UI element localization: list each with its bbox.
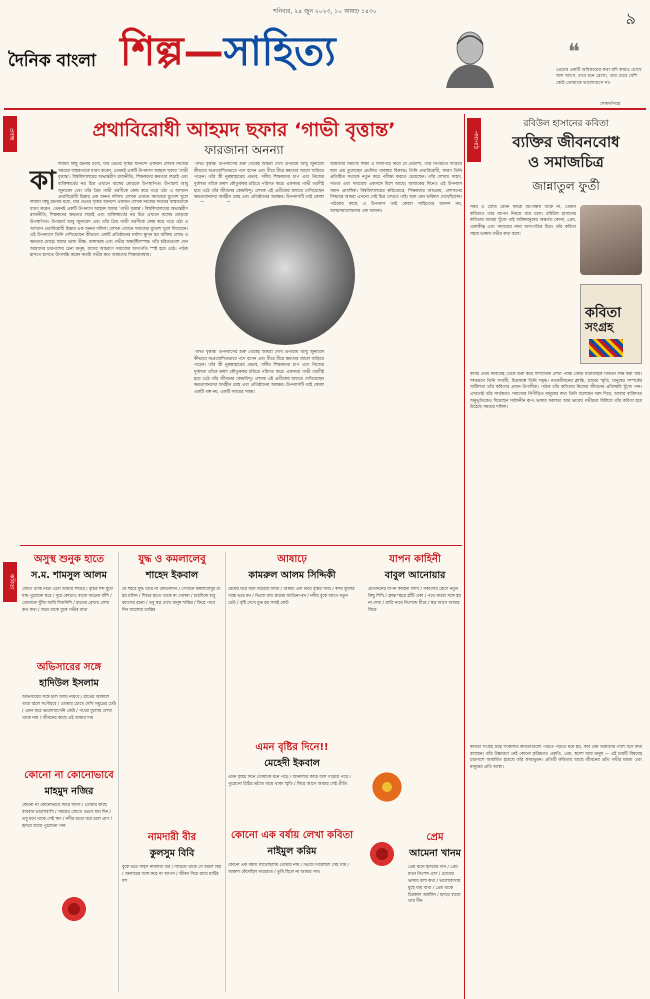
rose-illustration [368, 840, 396, 868]
lead-dropcap: কা [30, 166, 56, 196]
review-title-line2: ও সমাজচিত্র [528, 153, 604, 172]
review-title-line1: ব্যক্তির জীবনবোধ [512, 133, 620, 151]
poem-body: অভিসারের সঙ্গে চলি আমি নীরবে / রাতের আকাশে তারা জ্বলে সগৌরবে / তোমার চোখে দেখি সমুদ্রের ঢেউ / এমন করে ভালোবাসেনি কেউ / পথের ধুলোয় লেখা থাকে নাম / জীবনের কাছে এই আমার দাম [22, 695, 116, 721]
poem-card [228, 552, 356, 752]
poem-card [228, 828, 356, 993]
review-column-1: সময় ও স্রোত যেমন কারো অপেক্ষায় থাকে না, তেমনি কবিতাও তার আপন নিয়মে বয়ে চলে। রবিউল হাসানের কবিতায় আমরা খুঁজে পাই ব্যক্তিমানুষের অন্তর্গত বেদনা, প্রেম, একাকীত্ব এবং সমাজের নানা অসংগতির চিত্র। তাঁর কবিতা সহজ ভাষায় গভীর কথা বলে। [470, 205, 576, 237]
lead-column-intro: লজয়ী কিছু রচনার মধ্যে, যার ভেতর সৃষ্টির আনন্দে একজন লেখক নিজের সময়ের বাস্তবতাকে ধারণ করেন, তেমনই একটি উপন্যাস আহমদ ছফার ‘গাভী বৃত্তান্ত’। বিশ্ববিদ্যালয়ের অভ্যন্তরীণ রাজনীতি, শিক্ষকদের ক্ষমতার লড়াই এবং ব্যক্তিস্বার্থের নগ্ন চিত্র এখানে ব্যঙ্গের মোড়কে উপস্থাপিত। উপাচার্য আবু জুনায়েদ এবং তাঁর প্রিয় গাভী তরণীকে কেন্দ্র করে গড়ে ওঠা এ আখ্যান প্রথাবিরোধী চিন্তার এক অনন্য দলিল। লেখক এখানে সমাজের মুখোশ খুলে [58, 162, 188, 200]
poem-author: নাইমুল করিম [267, 846, 317, 857]
poem-author: হাদিউল ইসলাম [39, 678, 99, 689]
poem-body: প্রতিদিনের যাপন কাহিনী লিখি / সকালের রোদে নতুন কিছু শিখি / ক্লান্ত শহরে হাঁটি একা / পথে কারো সঙ্গে হয় না দেখা / রাত্রি নামে নিঃশব্দে ধীরে / স্বপ্ন আসে আবার ফিরে [368, 587, 461, 613]
poem-divider [225, 552, 226, 992]
poem-author: আমেনা খানম [409, 848, 461, 859]
book-cover [580, 284, 642, 364]
poem-author: মাহমুদ নজির [44, 786, 94, 797]
review-author: জান্নাতুল ফুর্তী [532, 179, 600, 193]
poem-title: এমন বৃষ্টির দিনে!! [255, 742, 329, 753]
poem-title: কোনো এক বর্ষায় লেখা কবিতা [230, 830, 354, 841]
poem-divider [118, 552, 119, 992]
poem-body: বুকে ভরে সাহস নামদারী বীর / দাঁড়িয়ে থাকে সে অটল স্থির / অন্যায়ের সঙ্গে করে না আপস / জীবন দিয়ে রাখে মাটির যশ [122, 865, 222, 884]
poem-author: মেহেদী ইকবাল [264, 758, 320, 769]
poem-card [408, 830, 462, 999]
poem-title: যাপন কাহিনী [389, 554, 441, 565]
page-number: ৯ [625, 9, 636, 28]
poem-card [122, 830, 222, 999]
book-title-2: সংগ্রহ [585, 320, 614, 334]
poem-title: যুদ্ধ ও কমলালেবু [138, 554, 206, 565]
lead-column-2-top: ‘গাভী বৃত্তান্ত’ উপন্যাসের শুরু থেকেই আমরা দেখি উপাচার্য আবু জুনায়েদ কীভাবে অপ্রত্যাশিতভাবে পদে বসেন এবং ধীরে ধীরে ক্ষমতার জালে জড়িয়ে পড়েন। তাঁর স্ত্রী নুরুন্নাহারের প্রভাব, দলীয় শিক্ষকদের চাপ এবং নিজের দুর্বলতা তাঁকে ক্রমশ কৌতুককর চরিত্রে পরিণত করে। একসময় গাভী তরণীই হয়ে ওঠে তাঁর জীবনের কেন্দ্রবিন্দু। লেখক এই প্রতীকের মাধ্যমে দেখিয়েছেন ক্ষমতাবানদের অর্থহীন মোহ এবং প্রতিষ্ঠানের অবক্ষয়। উপন্যাসটি তাই কেবল [194, 162, 324, 201]
quote-source: শেকসপিয়র [600, 102, 621, 107]
header-quote: প্রেমের একটি অধিকারের কথা যদি কারও চোখে জল আসে, তবে মনে রেখো, তার চেয়ে বেশি কেউ তোমাকে ভালোবাসে না। [556, 68, 642, 86]
lead-column-3: আমাদের সমাজে শিক্ষা ও বিদ্যাপীঠ নিয়ে যে প্রত্যাশা, তার বিপরীতে দাঁড়িয়ে ছফা প্রশ্ন তুলেছেন প্রচলিত ব্যবস্থার বিরুদ্ধে। তিনি প্রথাবিরোধী, কারণ তিনি প্রতিষ্ঠিত সত্যকে নতুন করে পরীক্ষা করতে চেয়েছেন। তাঁর লেখায় সাহস, সততা এবং দায়বোধ একসঙ্গে মিশে আছে। আজকের দিনেও এই উপন্যাস সমান প্রাসঙ্গিক। বিশ্ববিদ্যালয়ের করিডোরে, শিক্ষকদের আড্ডায়, প্রশাসনের সিদ্ধান্তে আমরা এখনো সেই চিত্র দেখতে পাই। ছফা যেন ভবিষ্যৎ দেখেছিলেন। পাঠকের কাছে এ উপন্যাস তাই কেবল সাহিত্যের আনন্দ নয়, আত্মসমালোচনার এক আয়না। [330, 162, 462, 214]
poem-body: যে শহরে যুদ্ধ থামে না কোনোদিন / সেখানে কমলালেবুর রং হয় মলিন / শিশুর হাতে থাকে না খেলনা / চারদিকে শুধু ধ্বংসের রচনা / তবু স্বপ্ন দেখে মানুষ শান্তির / ফিরে পাবে দিন আলোর ভ্রান্তির [122, 587, 221, 613]
poem-card [122, 552, 222, 837]
poem-title: অসুস্থ শুনুক হাতে [33, 554, 105, 565]
section-title [120, 20, 336, 87]
rose-illustration [60, 895, 88, 923]
poem-body: কোনো এক বর্ষায় লিখেছিলাম তোমার নাম / ভিজে গিয়েছিল সেই খাম / আকাশ কেঁদেছিল সারারাত / তুমি ছিলে না আমার সাথ [228, 863, 349, 875]
poem-title: অভিসারের সঙ্গে [36, 662, 102, 673]
poem-body: জেগে থাকি নিদ্রা এলে আমার শিয়রে / বৃষ্টির শব্দ ছুঁয়ে যায় পুরোনো ঘরে / দূরে কোথাও বাজে অচেনা বাঁশি / তোমাকে খুঁজি আমি দিবানিশি / হাতের রেখায় লেখা কত কথা / জমে থাকে বুকে গভীর ব্যথা [22, 587, 113, 613]
side-section-tag: পদ্যপাঠ [467, 118, 481, 162]
poem-body: মেঘের ঘরে জল জমেছে আজ / আষাঢ় এল নিয়ে বৃষ্টির সাজ / কদম ফুলের গন্ধে ভরে মন / ভিজে যায় গ্রামের আঙিনা-বন / নদীর বুকে জাগে নতুন ঢেউ / বৃষ্টি দেখে মুগ্ধ হয় সবাই কেউ [228, 587, 355, 606]
poem-body: প্রেম মানে হৃদয়ের গান / প্রেম মানে নিঃশব্দ প্রাণ / চোখের ভাষায় বলা কথা / ভালোবাসায় মুছে যায় ব্যথা / প্রেম থাকে চিরকাল অমলিন / হৃদয়ে বাজে তার বীন [408, 865, 461, 905]
poem-title: আষাঢ়ে [277, 554, 307, 565]
newspaper-name: দৈনিক বাংলা [8, 51, 96, 71]
lead-headline: প্রথাবিরোধী আহমদ ছফার ‘গাভী বৃত্তান্ত’ [92, 119, 396, 141]
review-title [486, 132, 646, 173]
quote-mark-icon: ❝ [568, 40, 580, 65]
review-subject: রবিউল হাসানের কবিতা [523, 119, 609, 129]
poem-author: বাবুল আনোয়ার [384, 570, 446, 581]
review-column-3: কবিতা সংগ্রহ গ্রন্থে সংকলিত কবিতাগুলো পড়তে পড়তে মনে হয়, কবি যেন আমাদের পাশে বসে কথা বলছেন। তাঁর উচ্চারণে নেই কোনো কৃত্রিমতা। প্রকৃতি, প্রেম, স্বদেশ আর মানুষ — এই চারটি বিষয়ের চারপাশে আবর্তিত হয়েছে তাঁর কাব্যভুবন। প্রতিটি কবিতায় আছে জীবনের প্রতি গভীর মমতা এবং মানুষের প্রতি আস্থা। [470, 745, 642, 770]
poem-title: কোনো না কোনোভাবে [24, 770, 114, 781]
lead-author: ফারজানা অনন্যা [204, 143, 284, 157]
section-title-word1: শিল্প [120, 29, 184, 75]
lead-section-tag: প্রবন্ধ [3, 116, 17, 152]
book-cover-art [589, 339, 623, 357]
lead-column-2: ‘গাভী বৃত্তান্ত’ উপন্যাসের শুরু থেকেই আমরা দেখি উপাচার্য আবু জুনায়েদ কীভাবে অপ্রত্যাশিতভাবে পদে বসেন এবং ধীরে ধীরে ক্ষমতার জালে জড়িয়ে পড়েন। তাঁর স্ত্রী নুরুন্নাহারের প্রভাব, দলীয় শিক্ষকদের চাপ এবং নিজের দুর্বলতা তাঁকে ক্রমশ কৌতুককর চরিত্রে পরিণত করে। একসময় গাভী তরণীই হয়ে ওঠে তাঁর জীবনের কেন্দ্রবিন্দু। লেখক এই প্রতীকের মাধ্যমে দেখিয়েছেন ক্ষমতাবানদের অর্থহীন মোহ এবং প্রতিষ্ঠানের অবক্ষয়। উপন্যাসটি তাই কেবল একটি গল্প নয়, একটি সময়ের সাক্ষ্য। [194, 350, 324, 395]
poet-photo [580, 205, 642, 275]
poem-body: কোনো না কোনোভাবে ফিরে আসি / তোমার কাছে বারবার ভালোবাসি / সময়ের স্রোতে ভেসে যায় দিন / তবু মনে থাকে সেই ঋণ / নদীর মতো বয়ে চলে প্রাণ / হৃদয়ে বাজে পুরোনো গান [22, 803, 112, 829]
poem-author: কুলসুম বিবি [149, 848, 195, 859]
issue-date: শনিবার, ২৪ জুন ২০২৩, ১০ আষাঢ় ১৪৩০ [273, 8, 377, 15]
poem-title: প্রেম [426, 832, 444, 843]
poems-rule [20, 545, 462, 546]
section-title-dash: — [183, 29, 224, 75]
poems-section-tag: কবিতা [3, 562, 17, 602]
poem-author: শাহেদ ইকবাল [145, 570, 199, 581]
book-title-1: কবিতা [585, 305, 622, 321]
section-title-word2: সাহিত্য [223, 29, 336, 75]
poem-card [368, 552, 462, 792]
review-column-2: কবির প্রথম কাব্যগ্রন্থ থেকে শুরু করে সাম্প্রতিক লেখা পর্যন্ত একটি ধারাবাহিক বিবর্তন লক্ষ করা যায়। শব্দচয়নে তিনি সংযমী, চিত্রকল্পে তিনি সমৃদ্ধ। নগরজীবনের ক্লান্তি, গ্রামের স্মৃতি, মানুষের সম্পর্কের জটিলতা তাঁর কবিতার প্রধান উপজীব্য। পাঠক তাঁর কবিতায় নিজের জীবনের প্রতিচ্ছবি খুঁজে পান। এখানেই তাঁর সার্থকতা। সমাজের নিপীড়িত মানুষের কথা তিনি বলেছেন দরদ দিয়ে, আবার ব্যক্তিগত অনুভূতিকেও দিয়েছেন সর্বজনীন রূপ। ভাষার সরলতা আর ভাবের গভীরতা মিলিয়ে তাঁর কবিতা হয়ে উঠেছে সময়ের দলিল। [470, 372, 642, 411]
poem-author: কামরুল আলম সিদ্দিকী [248, 570, 336, 581]
poem-author: স.ম. শামসুল আলম [31, 570, 107, 581]
poem-title: নামদারী বীর [147, 832, 197, 843]
lead-column-1: লজয়ী কিছু রচনার মধ্যে, যার ভেতর সৃষ্টির আনন্দে একজন লেখক নিজের সময়ের বাস্তবতাকে ধারণ করেন, তেমনই একটি উপন্যাস আহমদ ছফার ‘গাভী বৃত্তান্ত’। বিশ্ববিদ্যালয়ের অভ্যন্তরীণ রাজনীতি, শিক্ষকদের ক্ষমতার লড়াই এবং ব্যক্তিস্বার্থের নগ্ন চিত্র এখানে ব্যঙ্গের মোড়কে উপস্থাপিত। উপাচার্য আবু জুনায়েদ এবং তাঁর প্রিয় গাভী তরণীকে কেন্দ্র করে গড়ে ওঠা এ আখ্যান প্রথাবিরোধী চিন্তার এক অনন্য দলিল। লেখক এখানে সমাজের মুখোশ খুলে দিয়েছেন। এই উপন্যাসে তিনি দেখিয়েছেন কীভাবে একটি প্রতিষ্ঠানের মর্যাদা ক্ষুণ্ন হয় ব্যক্তির লোভ ও ক্ষমতার মোহে। ছফার ভাষা তীক্ষ্ণ, ব্যঙ্গাত্মক এবং গভীর অন্তর্দৃষ্টিসম্পন্ন। তাঁর চরিত্রগুলো যেন আমাদের চারপাশের চেনা মানুষ, যাদের আচরণে সমাজের অসংগতি স্পষ্ট হয়ে ওঠে। পাঠক হাসতে হাসতে উপলব্ধি করেন কতটা গভীর ক্ষত আমাদের শিক্ষাব্যবস্থায়। [30, 200, 188, 259]
poem-body: এমন বৃষ্টির দিনে তোমাকে মনে পড়ে / জানালার কাচে জল গড়িয়ে পড়ে / পুরোনো চিঠির ভাঁজে জমে থাকা স্মৃতি / ফিরে আসে আবার সেই প্রীতি [228, 775, 351, 787]
column-divider [464, 114, 465, 999]
shakespeare-portrait [442, 26, 497, 88]
header-rule [4, 108, 646, 110]
